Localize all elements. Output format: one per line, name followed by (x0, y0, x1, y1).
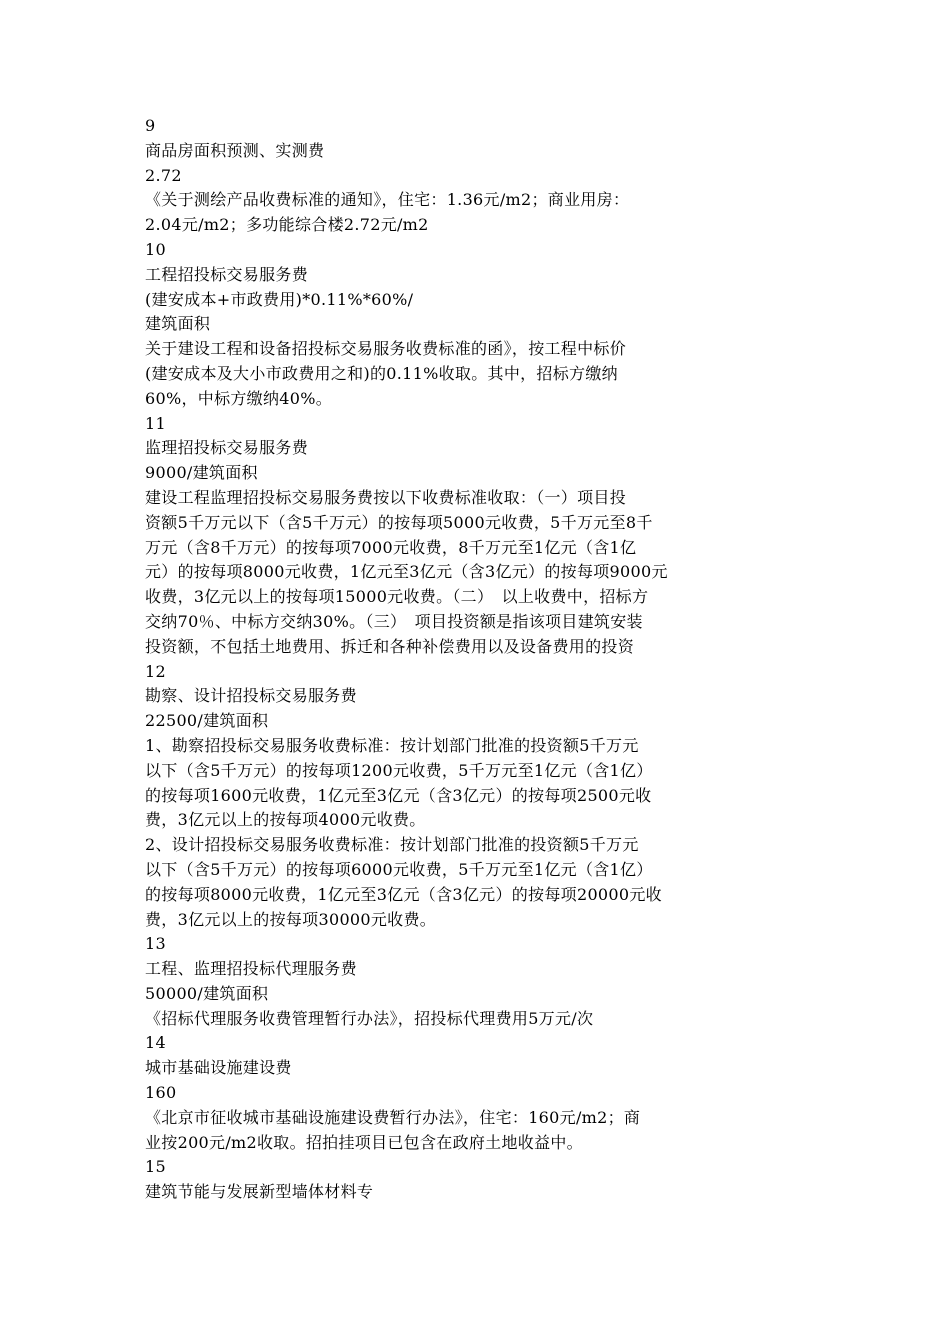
fee-basis-line: 《北京市征收城市基础设施建设费暂行办法》，住宅：160元/m2；商 (145, 1107, 641, 1127)
fee-value: 22500/建筑面积 (145, 711, 269, 731)
fee-name: 监理招投标交易服务费 (145, 438, 309, 458)
fee-basis-line: 60%，中标方缴纳40%。 (145, 388, 333, 408)
fee-basis-line: 《招标代理服务收费管理暂行办法》，招投标代理费用5万元/次 (145, 1008, 594, 1028)
fee-name: 工程、监理招投标代理服务费 (145, 959, 357, 979)
fee-value: 9000/建筑面积 (145, 463, 258, 483)
fee-basis-line: 投资额，不包括土地费用、拆迁和各种补偿费用以及设备费用的投资 (145, 636, 635, 656)
fee-value: (建安成本+市政费用)*0.11%*60%/ (145, 289, 414, 309)
fee-basis-line: 业按200元/m2收取。招拍挂项目已包含在政府土地收益中。 (145, 1132, 583, 1152)
fee-basis-line: 费，3亿元以上的按每项30000元收费。 (145, 909, 437, 929)
fee-basis-line: 的按每项1600元收费，1亿元至3亿元（含3亿元）的按每项2500元收 (145, 785, 652, 805)
fee-basis-line: 《关于测绘产品收费标准的通知》，住宅：1.36元/m2；商业用房： (145, 190, 630, 210)
fee-basis-line: 万元（含8千万元）的按每项7000元收费，8千万元至1亿元（含1亿 (145, 537, 637, 557)
fee-basis-line: 资额5千万元以下（含5千万元）的按每项5000元收费，5千万元至8千 (145, 512, 653, 532)
fee-basis-line: 关于建设工程和设备招投标交易服务收费标准的函》，按工程中标价 (145, 339, 627, 359)
item-number: 14 (145, 1033, 166, 1053)
fee-basis-line: 2、设计招投标交易服务收费标准：按计划部门批准的投资额5千万元 (145, 835, 639, 855)
fee-value: 建筑面积 (145, 314, 211, 334)
fee-basis-line: 元）的按每项8000元收费，1亿元至3亿元（含3亿元）的按每项9000元 (145, 562, 668, 582)
fee-basis-line: 交纳70％、中标方交纳30%。（三） 项目投资额是指该项目建筑安装 (145, 611, 643, 631)
fee-value: 50000/建筑面积 (145, 983, 269, 1003)
document-body (145, 114, 745, 1205)
fee-name: 勘察、设计招投标交易服务费 (145, 686, 357, 706)
fee-name: 商品房面积预测、实测费 (145, 140, 325, 160)
fee-basis-line: 建设工程监理招投标交易服务费按以下收费标准收取：（一）项目投 (145, 487, 627, 507)
fee-basis-line: 1、勘察招投标交易服务收费标准：按计划部门批准的投资额5千万元 (145, 735, 639, 755)
fee-basis-line: 费，3亿元以上的按每项4000元收费。 (145, 810, 426, 830)
item-number: 13 (145, 934, 166, 954)
fee-basis-line: 的按每项8000元收费，1亿元至3亿元（含3亿元）的按每项20000元收 (145, 884, 662, 904)
fee-basis-line: 收费，3亿元以上的按每项15000元收费。（二） 以上收费中，招标方 (145, 587, 649, 607)
fee-basis-line: 以下（含5千万元）的按每项1200元收费，5千万元至1亿元（含1亿） (145, 760, 653, 780)
item-number: 12 (145, 661, 166, 681)
fee-basis-line: (建安成本及大小市政费用之和)的0.11%收取。其中，招标方缴纳 (145, 363, 618, 383)
fee-name: 工程招投标交易服务费 (145, 264, 309, 284)
item-number: 10 (145, 239, 166, 259)
item-number: 15 (145, 1157, 166, 1177)
fee-basis-line: 以下（含5千万元）的按每项6000元收费，5千万元至1亿元（含1亿） (145, 859, 653, 879)
fee-basis-line: 2.04元/m2；多功能综合楼2.72元/m2 (145, 215, 429, 235)
fee-name: 建筑节能与发展新型墙体材料专 (145, 1182, 374, 1202)
fee-value: 160 (145, 1083, 177, 1103)
fee-name: 城市基础设施建设费 (145, 1058, 292, 1078)
item-number: 9 (145, 116, 156, 135)
fee-value: 2.72 (145, 165, 182, 185)
item-number: 11 (145, 413, 166, 433)
